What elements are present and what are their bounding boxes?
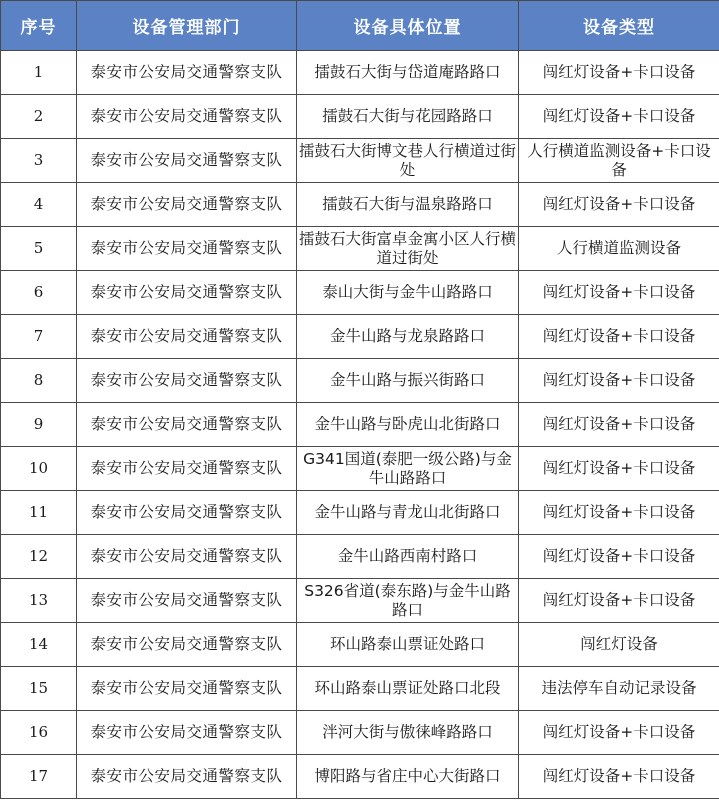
cell-location: 擂鼓石大街与花园路路口 <box>297 95 519 139</box>
cell-department: 泰安市公安局交通警察支队 <box>77 271 297 315</box>
table-body <box>1 51 719 799</box>
cell-department: 泰安市公安局交通警察支队 <box>77 755 297 799</box>
header-management-department: 设备管理部门 <box>77 1 297 51</box>
cell-location: G341国道(泰肥一级公路)与金牛山路路口 <box>297 447 519 491</box>
cell-location: 环山路泰山票证处路口 <box>297 623 519 667</box>
table-row <box>1 755 719 799</box>
cell-equipment-type: 人行横道监测设备+卡口设备 <box>519 139 719 183</box>
cell-serial-number: 7 <box>1 315 77 359</box>
table-row <box>1 623 719 667</box>
header-specific-location: 设备具体位置 <box>297 1 519 51</box>
table-row <box>1 183 719 227</box>
cell-department: 泰安市公安局交通警察支队 <box>77 403 297 447</box>
cell-equipment-type: 闯红灯设备+卡口设备 <box>519 403 719 447</box>
header-equipment-type: 设备类型 <box>519 1 719 51</box>
table-row <box>1 51 719 95</box>
cell-location: 金牛山路西南村路口 <box>297 535 519 579</box>
cell-department: 泰安市公安局交通警察支队 <box>77 447 297 491</box>
cell-serial-number: 17 <box>1 755 77 799</box>
cell-department: 泰安市公安局交通警察支队 <box>77 359 297 403</box>
cell-location: 博阳路与省庄中心大街路口 <box>297 755 519 799</box>
cell-department: 泰安市公安局交通警察支队 <box>77 667 297 711</box>
cell-location: 擂鼓石大街与温泉路路口 <box>297 183 519 227</box>
cell-location: 擂鼓石大街博文巷人行横道过街处 <box>297 139 519 183</box>
cell-department: 泰安市公安局交通警察支队 <box>77 95 297 139</box>
cell-serial-number: 2 <box>1 95 77 139</box>
table-row <box>1 667 719 711</box>
cell-serial-number: 15 <box>1 667 77 711</box>
cell-department: 泰安市公安局交通警察支队 <box>77 139 297 183</box>
cell-location: 环山路泰山票证处路口北段 <box>297 667 519 711</box>
table-row <box>1 579 719 623</box>
cell-department: 泰安市公安局交通警察支队 <box>77 51 297 95</box>
header-row <box>1 1 719 51</box>
cell-equipment-type: 闯红灯设备+卡口设备 <box>519 535 719 579</box>
cell-department: 泰安市公安局交通警察支队 <box>77 315 297 359</box>
cell-equipment-type: 闯红灯设备+卡口设备 <box>519 315 719 359</box>
table-row <box>1 139 719 183</box>
cell-equipment-type: 闯红灯设备+卡口设备 <box>519 755 719 799</box>
cell-department: 泰安市公安局交通警察支队 <box>77 183 297 227</box>
cell-serial-number: 3 <box>1 139 77 183</box>
cell-equipment-type: 闯红灯设备+卡口设备 <box>519 359 719 403</box>
cell-equipment-type: 闯红灯设备+卡口设备 <box>519 447 719 491</box>
cell-location: 泮河大街与傲徕峰路路口 <box>297 711 519 755</box>
cell-department: 泰安市公安局交通警察支队 <box>77 711 297 755</box>
cell-location: 金牛山路与青龙山北街路口 <box>297 491 519 535</box>
cell-equipment-type: 闯红灯设备 <box>519 623 719 667</box>
cell-location: 金牛山路与龙泉路路口 <box>297 315 519 359</box>
cell-serial-number: 16 <box>1 711 77 755</box>
cell-serial-number: 14 <box>1 623 77 667</box>
cell-department: 泰安市公安局交通警察支队 <box>77 623 297 667</box>
cell-serial-number: 9 <box>1 403 77 447</box>
cell-department: 泰安市公安局交通警察支队 <box>77 491 297 535</box>
cell-serial-number: 11 <box>1 491 77 535</box>
table-row <box>1 711 719 755</box>
cell-location: 金牛山路与卧虎山北街路口 <box>297 403 519 447</box>
table-row <box>1 95 719 139</box>
cell-serial-number: 12 <box>1 535 77 579</box>
cell-serial-number: 4 <box>1 183 77 227</box>
table-row <box>1 491 719 535</box>
cell-serial-number: 13 <box>1 579 77 623</box>
cell-location: 擂鼓石大街与岱道庵路路口 <box>297 51 519 95</box>
cell-equipment-type: 闯红灯设备+卡口设备 <box>519 271 719 315</box>
cell-equipment-type: 闯红灯设备+卡口设备 <box>519 183 719 227</box>
cell-equipment-type: 违法停车自动记录设备 <box>519 667 719 711</box>
cell-department: 泰安市公安局交通警察支队 <box>77 535 297 579</box>
table-row <box>1 315 719 359</box>
header-serial-number: 序号 <box>1 1 77 51</box>
cell-serial-number: 6 <box>1 271 77 315</box>
cell-serial-number: 10 <box>1 447 77 491</box>
cell-equipment-type: 闯红灯设备+卡口设备 <box>519 491 719 535</box>
table-header <box>1 1 719 51</box>
table-row <box>1 403 719 447</box>
table-row <box>1 359 719 403</box>
table-row <box>1 271 719 315</box>
cell-serial-number: 1 <box>1 51 77 95</box>
cell-department: 泰安市公安局交通警察支队 <box>77 227 297 271</box>
table-row <box>1 447 719 491</box>
cell-location: 泰山大街与金牛山路路口 <box>297 271 519 315</box>
cell-equipment-type: 人行横道监测设备 <box>519 227 719 271</box>
cell-serial-number: 5 <box>1 227 77 271</box>
table-row <box>1 535 719 579</box>
cell-serial-number: 8 <box>1 359 77 403</box>
table-row <box>1 227 719 271</box>
cell-equipment-type: 闯红灯设备+卡口设备 <box>519 95 719 139</box>
cell-department: 泰安市公安局交通警察支队 <box>77 579 297 623</box>
cell-equipment-type: 闯红灯设备+卡口设备 <box>519 711 719 755</box>
cell-location: 金牛山路与振兴街路口 <box>297 359 519 403</box>
cell-equipment-type: 闯红灯设备+卡口设备 <box>519 579 719 623</box>
cell-location: S326省道(泰东路)与金牛山路路口 <box>297 579 519 623</box>
cell-equipment-type: 闯红灯设备+卡口设备 <box>519 51 719 95</box>
cell-location: 擂鼓石大街富卓金寓小区人行横道过街处 <box>297 227 519 271</box>
